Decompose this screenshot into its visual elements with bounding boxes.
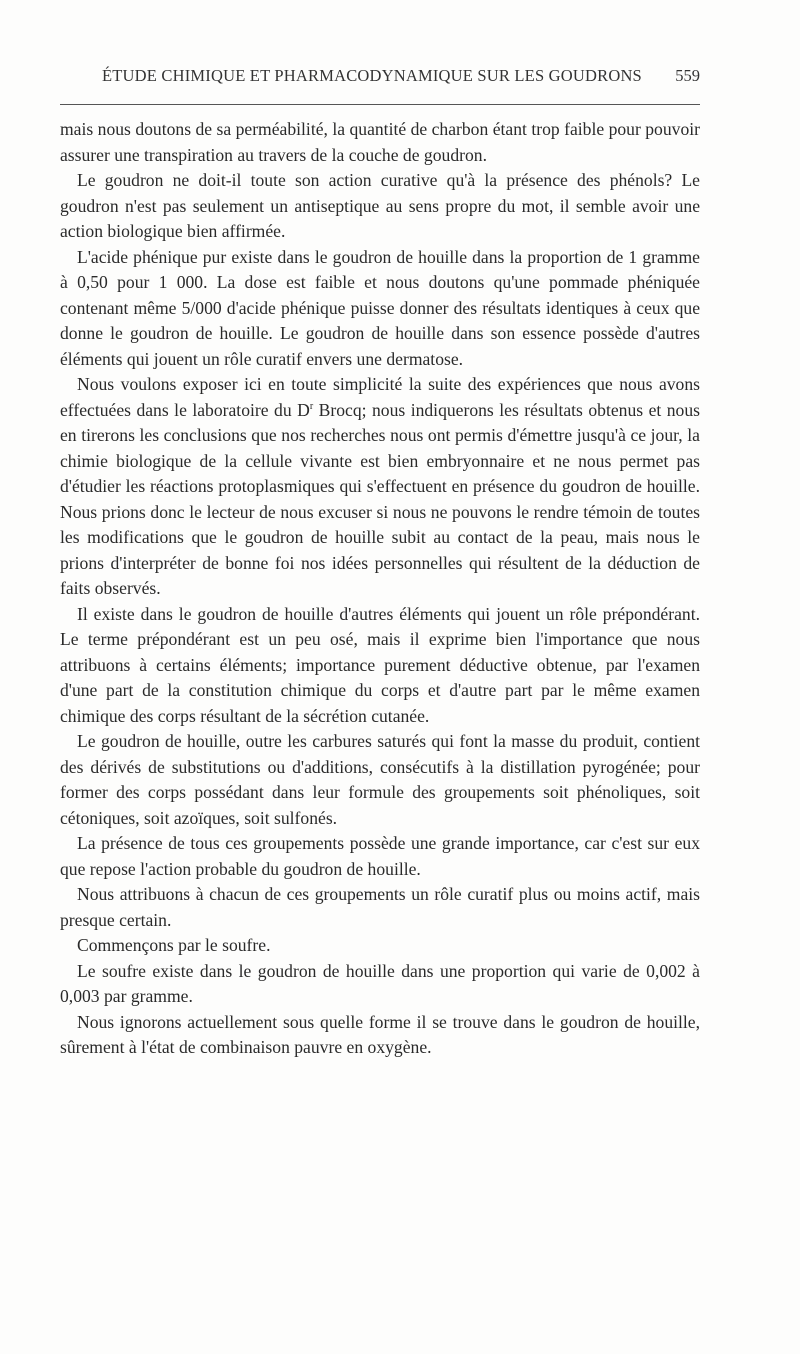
page-number: 559 [675,66,700,85]
body-text [60,117,700,1061]
running-head [60,66,700,92]
doctor-superscript: r [309,400,314,412]
header-rule [60,104,700,105]
paragraph-4-text-before: Nous voulons exposer ici en toute simplicité la suite des expériences que nous avons effectuées dans le laboratoire du D [60,374,700,420]
paragraph-9: Commençons par le soufre. [77,935,271,955]
paragraph-7: La présence de tous ces groupements possède une grande importance, car c'est sur eux que repose l'action probable du goudron de houille. [60,833,700,879]
paragraph-11: Nous ignorons actuellement sous quelle forme il se trouve dans le goudron de houille, sûrement à l'état de combinaison pauvre en oxygène. [60,1011,700,1057]
paragraph-4-text-after: Brocq; nous indiquerons les résultats obtenus et nous en tirerons les conclusions que nos recherches nous ont permis d'émettre jusqu'à ce jour, la chimie biologique de la cellule vivante est bien embryonnaire et ne nous permet pas d'étudier les réactions protoplasmiques qui s'effectuent en présence du goudron de houille. Nous prions donc le lecteur de nous excuser si nous ne pouvons le rendre témoin de toutes les modifications que le goudron de houille subit au contact de la peau, mais nous le prions d'interpréter de bonne foi nos idées personnelles qui résultent de la déduction de faits observés. [60,399,700,598]
paragraph-5: Il existe dans le goudron de houille d'autres éléments qui jouent un rôle prépondérant. Le terme prépondérant est un peu osé, mais il exprime bien l'importance que nous attribuons à certains éléments; importance purement déductive obtenue, par l'examen d'une part de la constitution chimique du corps et d'autre part par le même examen chimique des corps résultant de la sécrétion cutanée. [60,603,700,726]
paragraph-2: Le goudron ne doit-il toute son action curative qu'à la présence des phénols? Le goudron n'est pas seulement un antiseptique au sens propre du mot, il semble avoir une action biologique bien affirmée. [60,170,700,241]
paragraph-8: Nous attribuons à chacun de ces groupements un rôle curatif plus ou moins actif, mais presque certain. [60,884,700,930]
paragraph-10: Le soufre existe dans le goudron de houille dans une proportion qui varie de 0,002 à 0,003 par gramme. [60,960,700,1006]
running-title: ÉTUDE CHIMIQUE ET PHARMACODYNAMIQUE SUR LES GOUDRONS [102,66,642,85]
paragraph-6: Le goudron de houille, outre les carbures saturés qui font la masse du produit, contient des dérivés de substitutions ou d'additions, consécutifs à la distillation pyrogénée; pour former des corps possédant dans leur formule des groupements soit phénoliques, soit cétoniques, soit azoïques, soit sulfonés. [60,731,700,828]
paragraph-4 [60,372,700,602]
paragraph-3: L'acide phénique pur existe dans le goudron de houille dans la proportion de 1 gramme à 0,50 pour 1 000. La dose est faible et nous doutons qu'une pommade phéniquée contenant même 5/000 d'acide phénique puisse donner des résultats identiques à ceux que donne le goudron de houille. Le goudron de houille dans son essence possède d'autres éléments qui jouent un rôle curatif envers une dermatose. [60,246,700,369]
paragraph-1: mais nous doutons de sa perméabilité, la quantité de charbon étant trop faible pour pouvoir assurer une transpiration au travers de la couche de goudron. [60,119,700,165]
